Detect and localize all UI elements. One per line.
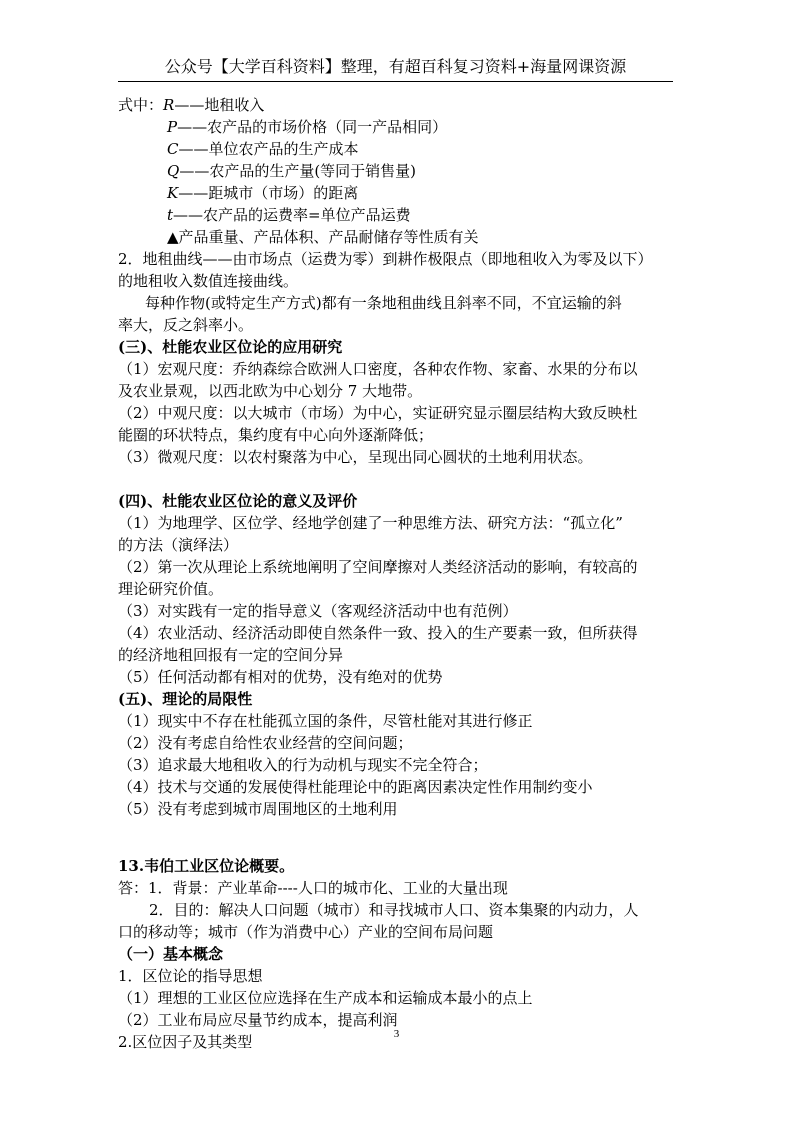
- macro-line-2: 及农业景观，以西北欧为中心划分 7 大地带。: [118, 382, 423, 400]
- header-text: 公众号【大学百科资料】整理，有超百科复习资料+海量网课资源: [164, 57, 627, 76]
- guiding-idea-2: （2）工业布局应尽量节约成本，提高利润: [118, 1011, 398, 1029]
- macro-line-1: （1）宏观尺度：乔纳森综合欧洲人口密度，各种农作物、家畜、水果的分布以: [118, 360, 638, 378]
- significance-3: （3）对实践有一定的指导意义（客观经济活动中也有范例）: [118, 602, 518, 620]
- section-heading-four: (四)、杜能农业区位论的意义及评价: [118, 492, 358, 510]
- question-13-heading: 13.韦伯工业区位论概要。: [118, 857, 295, 875]
- slope-line-2: 率大，反之斜率小。: [118, 316, 254, 334]
- formula-var-k: K——距城市（市场）的距离: [167, 184, 359, 202]
- spacer: [118, 468, 678, 490]
- significance-2-line-2: 理论研究价值。: [118, 580, 224, 598]
- meso-line-1: （2）中观尺度：以大城市（市场）为中心，实证研究显示圈层结构大致反映杜: [118, 404, 638, 422]
- significance-1-line-1: （1）为地理学、区位学、经地学创建了一种思维方法、研究方法：“孤立化”: [118, 514, 623, 532]
- significance-4-line-2: 的经济地租回报有一定的空间分异: [118, 646, 344, 664]
- limitation-5: （5）没有考虑到城市周围地区的土地利用: [118, 800, 398, 818]
- meso-line-2: 能圈的环状特点，集约度有中心向外逐渐降低；: [118, 426, 434, 444]
- guiding-idea-heading: 1．区位论的指导思想: [118, 967, 263, 985]
- basic-concepts-heading: （一）基本概念: [118, 945, 224, 963]
- location-factor-heading: 2.区位因子及其类型: [118, 1033, 253, 1051]
- page-number: 3: [393, 1028, 400, 1040]
- significance-5: （5）任何活动都有相对的优势，没有绝对的优势: [118, 668, 443, 686]
- significance-2-line-1: （2）第一次从理论上系统地阐明了空间摩擦对人类经济活动的影响，有较高的: [118, 558, 638, 576]
- answer-purpose-line-1: 2．目的：解决人口问题（城市）和寻找城市人口、资本集聚的内动力，人: [149, 901, 639, 919]
- slope-line-1: 每种作物(或特定生产方式)都有一条地租曲线且斜率不同，不宜运输的斜: [145, 294, 622, 312]
- spacer: [118, 820, 678, 855]
- section-heading-five: (五)、理论的局限性: [118, 690, 253, 708]
- significance-4-line-1: （4）农业活动、经济活动即使自然条件一致、投入的生产要素一致，但所获得: [118, 624, 638, 642]
- triangle-note: ▲产品重量、产品体积、产品耐储存等性质有关: [167, 228, 479, 246]
- limitation-1: （1）现实中不存在杜能孤立国的条件，尽管杜能对其进行修正: [118, 712, 533, 730]
- formula-var-p: P——农产品的市场价格（同一产品相同）: [167, 118, 448, 136]
- formula-var-r: 式中：R——地租收入: [118, 96, 265, 114]
- formula-var-t: t——农产品的运费率=单位产品运费: [167, 206, 411, 224]
- formula-var-c: C——单位农产品的生产成本: [167, 140, 359, 158]
- page-header: [118, 56, 673, 82]
- document-body: [118, 94, 678, 1053]
- answer-background: 答：1．背景：产业革命----人口的城市化、工业的大量出现: [118, 879, 508, 897]
- limitation-3: （3）追求最大地租收入的行为动机与现实不完全符合；: [118, 756, 488, 774]
- rent-curve-line-2: 的地租收入数值连接曲线。: [118, 272, 299, 290]
- rent-curve-line-1: 2．地租曲线——由市场点（运费为零）到耕作极限点（即地租收入为零及以下）: [118, 250, 653, 268]
- significance-1-line-2: 的方法（演绎法）: [118, 536, 239, 554]
- formula-var-q: Q——农产品的生产量(等同于销售量): [167, 162, 417, 180]
- section-heading-three: (三)、杜能农业区位论的应用研究: [118, 338, 343, 356]
- limitation-4: （4）技术与交通的发展使得杜能理论中的距离因素决定性作用制约变小: [118, 778, 593, 796]
- limitation-2: （2）没有考虑自给性农业经营的空间问题；: [118, 734, 413, 752]
- answer-purpose-line-2: 口的移动等；城市（作为消费中心）产业的空间布局问题: [118, 923, 494, 941]
- guiding-idea-1: （1）理想的工业区位应选择在生产成本和运输成本最小的点上: [118, 989, 533, 1007]
- micro-line: （3）微观尺度：以农村聚落为中心，呈现出同心圆状的土地利用状态。: [118, 448, 593, 466]
